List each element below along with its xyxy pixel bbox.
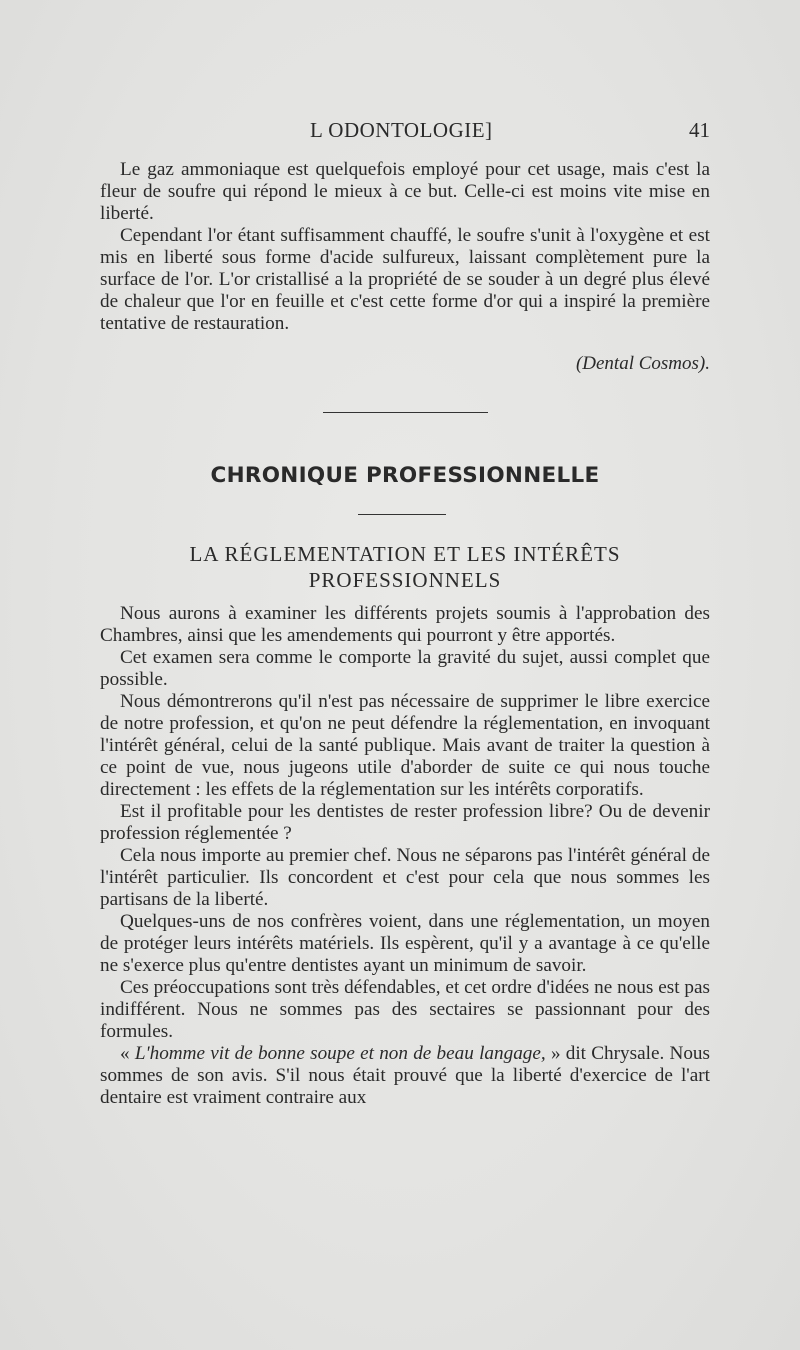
intro-paragraph: Le gaz ammoniaque est quelquefois employé pour cet usage, mais c'est la fleur de soufre qui répond le mieux à ce but. Celle-ci est moins vite mise en liberté. [100, 159, 710, 224]
running-head [100, 118, 710, 148]
article-paragraph: Nous démontrerons qu'il n'est pas nécessaire de supprimer le libre exercice de notre profession, et qu'on ne peut défendre la réglementation, en invoquant l'intérêt général, celui de la santé publique. Mais avant de traiter la question à ce point de vue, nous jugeons utile d'aborder de suite ce qui nous touche directement : les effets de la réglementation sur les intérêts corporatifs. [100, 691, 710, 800]
article-paragraph: Ces préoccupations sont très défendables, et cet ordre d'idées ne nous est pas indifférent. Nous ne sommes pas des sectaires se passionnant pour des formules. [100, 977, 710, 1042]
intro-text [100, 159, 710, 335]
article-paragraph: Cet examen sera comme le comporte la gravité du sujet, aussi complet que possible. [100, 647, 710, 690]
intro-paragraph: Cependant l'or étant suffisamment chauffé, le soufre s'unit à l'oxygène et est mis en liberté sous forme d'acide sulfureux, laissant complètement pure la surface de l'or. L'or cristallisé a la propriété de se souder à un degré plus élevé de chaleur que l'or en feuille et c'est cette forme d'or qui a inspiré la première tentative de restauration. [100, 225, 710, 334]
article-paragraph: Cela nous importe au premier chef. Nous ne séparons pas l'intérêt général de l'intérêt particulier. Ils concordent et c'est pour cela que nous sommes les partisans de la liberté. [100, 845, 710, 910]
article-title-line: PROFESSIONNELS [308, 568, 502, 592]
page-number: 41 [689, 118, 710, 142]
quote-continuation: » dit Chrysale. Nous sommes de son avis. S'il nous était prouvé que la liberté d'exercice de l'art dentaire est vraiment contraire aux [100, 1043, 710, 1108]
quote-text: L'homme vit de bonne soupe et non de beau langage, [134, 1043, 546, 1064]
article-title-line: LA RÉGLEMENTATION ET LES INTÉRÊTS [189, 542, 621, 566]
quote-mark: « [120, 1043, 130, 1064]
article-title [100, 541, 710, 593]
title-divider [358, 514, 446, 515]
source-citation: (Dental Cosmos). [575, 353, 710, 374]
article-paragraph: Quelques-uns de nos confrères voient, dans une réglementation, un moyen de protéger leurs intérêts matériels. Ils espèrent, qu'il y a avantage à ce qu'elle ne s'exerce plus qu'entre dentistes ayant un minimum de savoir. [100, 911, 710, 976]
section-title: CHRONIQUE PROFESSIONNELLE [210, 463, 600, 488]
section-divider [323, 412, 488, 413]
journal-title: L ODONTOLOGIE] [310, 118, 493, 142]
article-paragraph: Nous aurons à examiner les différents projets soumis à l'approbation des Chambres, ainsi que les amendements qui pourront y être apportés. [100, 603, 710, 646]
article-body [100, 603, 710, 1109]
article-paragraph: Est il profitable pour les dentistes de rester profession libre? Ou de devenir profession réglementée ? [100, 801, 710, 844]
quote-paragraph [100, 1043, 710, 1109]
